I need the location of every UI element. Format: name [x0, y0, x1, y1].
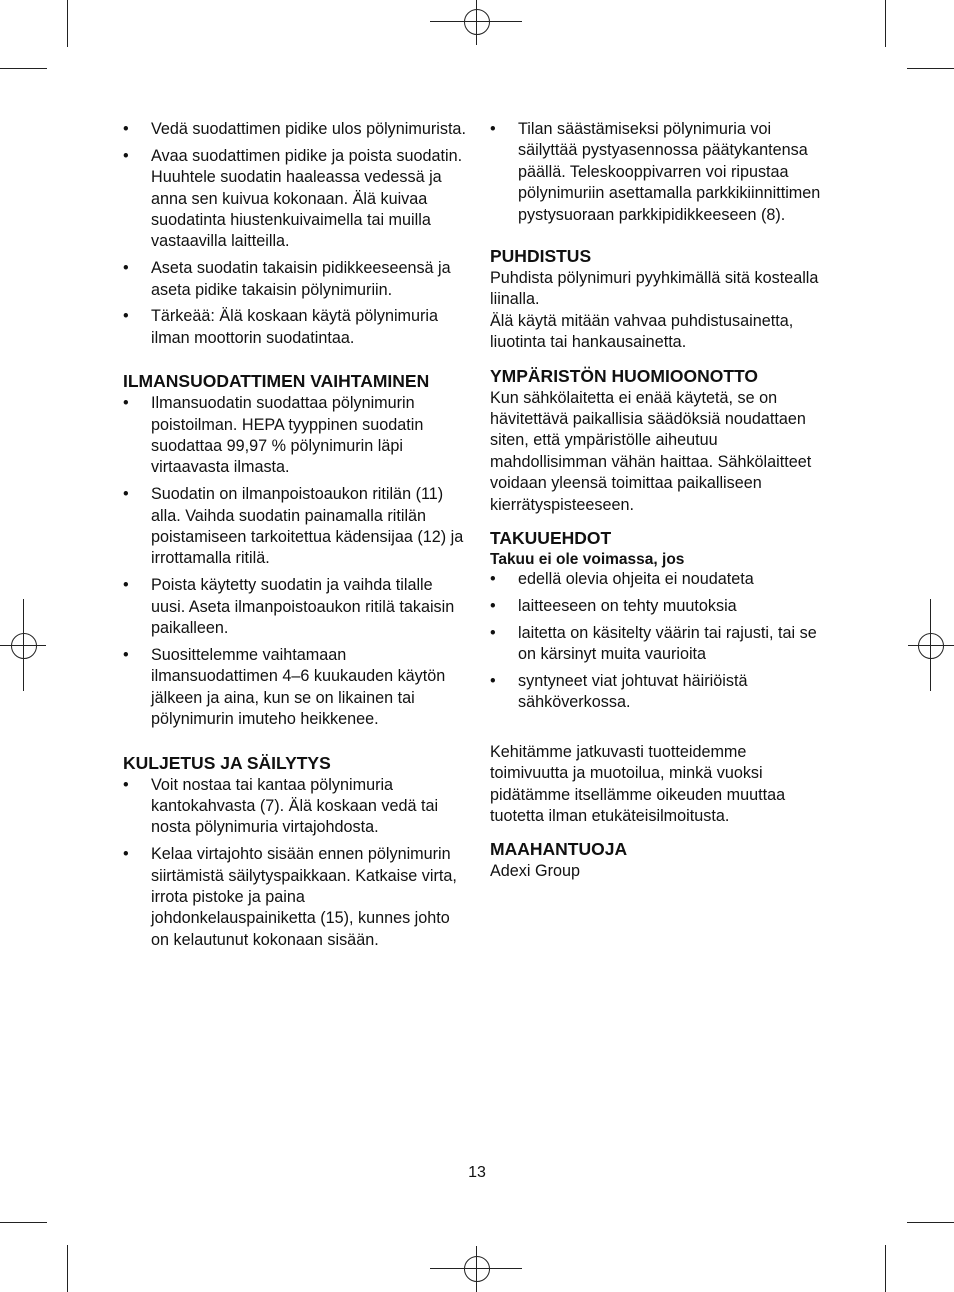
list-item: • Ilmansuodatin suodattaa pölynimurin poistoilman. HEPA tyyppinen suodatin suodattaa 99,97 % pölynimurin läpi virtaavasta ilmasta.: [123, 393, 468, 479]
list-item: • Suosittelemme vaihtamaan ilmansuodattimen 4–6 kuukauden käytön jälkeen ja aina, kun se on likainen tai pölynimurin imuteho heikkenee.: [123, 645, 468, 731]
list-item: • Tilan säästämiseksi pölynimuria voi säilyttää pystyasennossa päätykantensa päällä. Teleskooppivarren voi ripustaa pölynimuriin asettamalla parkkikiinnittimen pystysuoraan parkkipidikkeeseen (8).: [490, 119, 825, 226]
section-heading-environment: YMPÄRISTÖN HUOMIOONOTTO: [490, 365, 759, 386]
section-heading-transport: KULJETUS JA SÄILYTYS: [123, 752, 331, 773]
importer-name: Adexi Group: [490, 862, 580, 881]
filter-cleaning-list: [123, 119, 468, 349]
list-item: • Aseta suodatin takaisin pidikkeeseensä ja aseta pidike takaisin pölynimuriin.: [123, 258, 468, 301]
warranty-list: [490, 569, 825, 714]
warranty-subheading: Takuu ei ole voimassa, jos: [490, 551, 685, 569]
list-item: • edellä olevia ohjeita ei noudateta: [490, 569, 825, 590]
list-item: • Kelaa virtajohto sisään ennen pölynimurin siirtämistä säilytyspaikkaan. Katkaise virta, irrota pistoke ja paina johdonkelauspainiketta (15), kunnes johto on kelautunut kokonaan sisään.: [123, 844, 468, 951]
list-item: • Tärkeää: Älä koskaan käytä pölynimuria ilman moottorin suodatintaa.: [123, 306, 468, 349]
cleaning-text: Puhdista pölynimuri pyyhkimällä sitä kostealla liinalla.: [490, 269, 819, 309]
air-filter-list: [123, 393, 468, 730]
crop-mark: [907, 1222, 954, 1223]
cleaning-text: Älä käytä mitään vahvaa puhdistusainetta, liuotinta tai hankausainetta.: [490, 311, 794, 352]
right-column: [490, 119, 825, 883]
crop-mark: [0, 68, 47, 69]
crop-mark: [67, 0, 68, 47]
list-item: • Vedä suodattimen pidike ulos pölynimurista.: [123, 119, 468, 140]
crop-mark: [67, 1245, 68, 1292]
list-item: • syntyneet viat johtuvat häiriöistä sähköverkossa.: [490, 671, 825, 714]
list-item: • Suodatin on ilmanpoistoaukon ritilän (11) alla. Vaihda suodatin painamalla ritilän poistamiseen tarkoitettua kädensijaa (12) ja irrottamalla ritilä.: [123, 484, 468, 570]
list-item: • laitetta on käsitelty väärin tai rajusti, tai se on kärsinyt muita vaurioita: [490, 623, 825, 666]
list-item: • laitteeseen on tehty muutoksia: [490, 596, 825, 617]
crop-mark: [885, 0, 886, 47]
section-heading-air-filter: ILMANSUODATTIMEN VAIHTAMINEN: [123, 371, 430, 392]
crop-mark: [907, 68, 954, 69]
crop-mark: [885, 1245, 886, 1292]
transport-list: [123, 775, 468, 952]
closing-text: Kehitämme jatkuvasti tuotteidemme toimivuutta ja muotoilua, minkä vuoksi pidätämme itsellämme oikeuden muuttaa tuotetta ilman etukäteisilmoitusta.: [490, 742, 786, 825]
environment-text: Kun sähkölaitetta ei enää käytetä, se on hävitettävä paikallisia säädöksiä noudattaen siten, että ympäristölle aiheutuu mahdollisimman vähän haittaa. Sähkölaitteet voidaan yleensä toimittaa paikalliseen kierrätyspisteeseen.: [490, 388, 812, 514]
section-heading-cleaning: PUHDISTUS: [490, 246, 592, 267]
page-number: 13: [468, 1164, 486, 1181]
list-item: • Avaa suodattimen pidike ja poista suodatin. Huuhtele suodatin haaleassa vedessä ja anna sen kuivua kokonaan. Älä kuivaa suodatinta hiustenkuivaimella tai muilla vastaavilla laitteilla.: [123, 146, 468, 253]
left-column: [123, 119, 468, 957]
storage-list: [490, 119, 825, 226]
list-item: • Poista käytetty suodatin ja vaihda tilalle uusi. Aseta ilmanpoistoaukon ritilä takaisin paikalleen.: [123, 575, 468, 639]
section-heading-importer: MAAHANTUOJA: [490, 839, 628, 860]
list-item: • Voit nostaa tai kantaa pölynimuria kantokahvasta (7). Älä koskaan vedä tai nosta pölynimuria virtajohdosta.: [123, 775, 468, 839]
crop-mark: [0, 1222, 47, 1223]
section-heading-warranty: TAKUUEHDOT: [490, 528, 612, 549]
